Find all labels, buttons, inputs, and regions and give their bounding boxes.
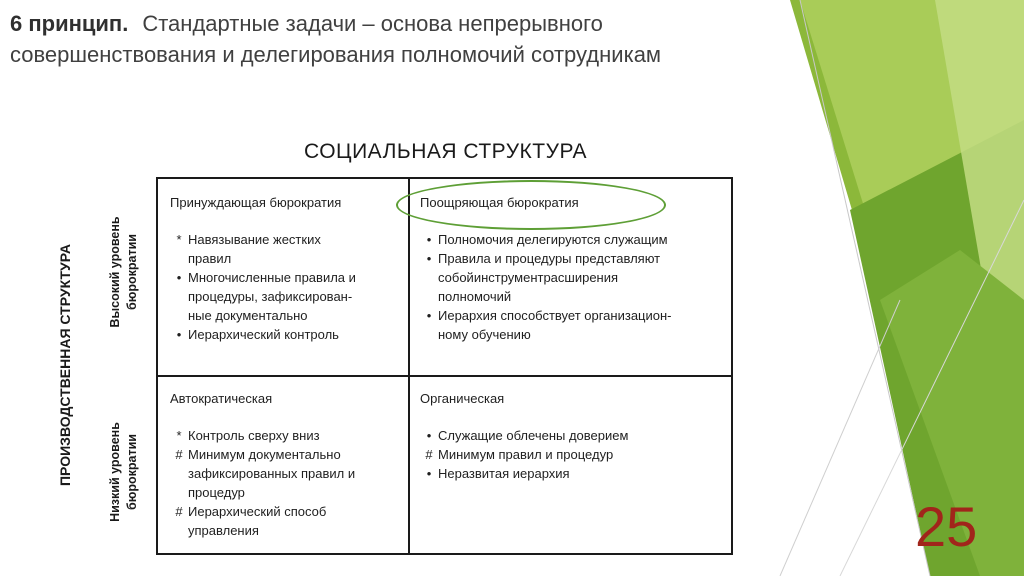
cell-organic	[420, 389, 730, 483]
cell-heading: Автократическая	[170, 391, 273, 406]
grid-divider-vertical	[408, 179, 410, 553]
list-item: • Служащие облечены доверием	[426, 428, 629, 443]
title-text: Стандартные задачи – основа непрерывного совершенствования и делегирования полномочий сотрудникам	[10, 11, 662, 67]
title-principle: 6 принцип.	[10, 11, 129, 36]
row-low-label: Низкий уровень бюрократии	[108, 422, 139, 522]
cell-autocratic	[170, 389, 405, 540]
cell-heading: Принуждающая бюрократия	[170, 195, 342, 210]
cell-heading: Поощряющая бюрократия	[420, 195, 579, 210]
list-item: * Навязывание жестких правил	[176, 232, 321, 266]
list-item: # Иерархический способ управления	[175, 504, 327, 538]
list-item: • Иерархия способствует организацион- ному обучению	[426, 308, 672, 342]
page-number: 25	[915, 495, 978, 558]
row-high-label: Высокий уровень бюрократии	[108, 216, 139, 328]
list-item: * Контроль сверху вниз	[176, 428, 320, 443]
list-item: # Минимум правил и процедур	[425, 447, 614, 462]
list-item: # Минимум документально зафиксированных правил и процедур	[175, 447, 356, 500]
production-structure-label: ПРОИЗВОДСТВЕННАЯ СТРУКТУРА	[57, 244, 73, 486]
cell-heading: Органическая	[420, 391, 505, 406]
cell-coercive-bureaucracy	[170, 193, 405, 344]
grid-divider-horizontal	[158, 375, 731, 377]
list-item: • Правила и процедуры представляют собойинструментрасширения полномочий	[426, 251, 661, 304]
list-item: • Полномочия делегируются служащим	[426, 232, 668, 247]
slide-title	[10, 8, 750, 70]
list-item: • Иерархический контроль	[176, 327, 339, 342]
social-structure-title: СОЦИАЛЬНАЯ СТРУКТУРА	[304, 140, 588, 163]
list-item: • Неразвитая иерархия	[426, 466, 570, 481]
highlight-oval	[396, 180, 666, 230]
list-item: • Многочисленные правила и процедуры, зафиксирован- ные документально	[176, 270, 356, 323]
